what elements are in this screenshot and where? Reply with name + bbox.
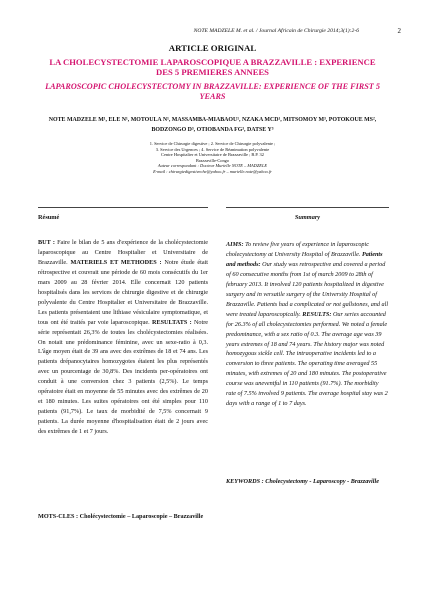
divider-left (38, 207, 208, 208)
summary-methods-label: Patients and methods: (226, 250, 383, 268)
summary-aims-label: AIMS: (226, 241, 244, 248)
summary-results-label: RESULTS: (302, 310, 332, 318)
affiliation-line: Brazzaville-Congo (195, 157, 230, 163)
resume-but-label: BUT : (38, 239, 55, 246)
divider-right (226, 207, 389, 208)
journal-citation: NOTE MADZELE M. et al. / Journal Africain de Chirurgie 2014;3(1):2-6 (193, 28, 359, 34)
resume-heading: Résumé (38, 214, 60, 221)
affiliation-line: 3. Service des Urgences ; 4. Service de Réanimation polyvalente (155, 146, 270, 152)
resume-but-text: Faire le bilan de 5 ans d'expérience de la cholécystectomie laparoscopique au Centre Hospitalier et Universitaire de Brazzaville. (38, 239, 209, 266)
corresponding-author: Auteur correspondant : Docteur Murielle NOTE – MADZELE (157, 163, 268, 169)
author-list: NOTE MADZELE M¹, ELE N¹, MOTOULA N¹, MASSAMBA-MIABAOU¹, NZAKA MCD¹, MITSOMOY M³, POTOKOUE MS², BODZONGO D³, OTIOBANDA FG³, DATSE Y³ (48, 117, 377, 133)
resume-keywords: MOTS-CLES : Cholécystectomie – Laparoscopie – Brazzaville (38, 513, 204, 520)
resume-results-label: RESULTATS : (152, 318, 192, 326)
resume-body (38, 238, 208, 437)
summary-results-text: Our series accounted for 26.3% of all cholecystectomies performed. We noted a female predominance, with a sex ratio of 0.3. The average age was 39 years extremes of 18 and 74 years. The history major was noted homozygous sickle cell. The intraoperative incidents led to a conversion to three patients. The operating time averaged 55 minutes, with extremes of 20 and 180 minutes. The postoperative course was uneventful in 110 patients (91.7%). The morbidity rate of 7.5% involved 9 patients. The average hospital stay was 2 days with a range of 1 to 7 days. (226, 310, 388, 408)
title-french: LA CHOLECYSTECTOMIE LAPAROSCOPIQUE A BRAZZAVILLE : EXPERIENCE DES 5 PREMIERES ANNEES (49, 57, 376, 77)
author-email: E-mail : chirurgiedigestiveche@yahoo.fr – murielle.note@yahoo.fr (153, 168, 272, 174)
resume-results-text: Notre série représentait 26,3% de toutes les cholécystectomies réalisées. On notait une prédominance féminine, avec un sexe-ratio à 0,3. L'âge moyen était de 39 ans avec des extrêmes de 18 et 74 ans. Les patients drépanocytaires homozygotes étaient les plus représentés avec un pourcentage de 30,8%. Des incidents per-opératoires ont conduit à une conversion chez 3 patients (2,5%). Le temps opératoire était en moyenne de 55 minutes avec des extrêmes de 20 et 180 minutes. Les suites opératoires ont été simples pour 110 patients (91,7%). Le taux de morbidité de 7,5% concernait 9 patients. La durée moyenne d'hospitalisation était de 2 jours avec des extrêmes de 1 et 7 jours. (38, 318, 209, 436)
summary-heading: Summary (294, 214, 321, 221)
page-number: 2 (397, 27, 401, 35)
summary-aims-text: To review five years of experience in laparoscopic cholecystectomy at University Hospital of Brazzaville. (226, 241, 369, 258)
resume-methods-label: MATERIELS ET METHODES : (70, 258, 162, 266)
summary-keywords: KEYWORDS : Cholecystectomy - Laparoscopy - Brazzaville (226, 478, 379, 485)
title-english: LAPAROSCOPIC CHOLECYSTECTOMY IN BRAZZAVILLE: EXPERIENCE OF THE FIRST 5 YEARS (45, 82, 380, 101)
section-label: ARTICLE ORIGINAL (168, 43, 257, 53)
affiliation-line: Centre Hospitalier et Universitaire de Brazzaville ; B.P. 32 (161, 152, 264, 158)
summary-body (226, 240, 389, 409)
resume-methods-text: Notre étude était rétrospective et couvrait une période de 60 mois consécutifs du 1er mars 2009 au 28 février 2014. Elle concernait 120 patients hospitalisés dans les services de chirurgie digestive et de chirurgie polyvalente du Centre Hospitalier et Universitaire de Brazzaville. Les patients présentaient une lithiase vésiculaire symptomatique, et tous ont été traités par voie laparoscopique. (38, 258, 209, 326)
running-header (0, 28, 425, 40)
affiliations (60, 141, 365, 175)
affiliation-line: 1. Service de Chirurgie digestive ; 2. Service de Chirurgie polyvalente ; (149, 141, 276, 146)
summary-methods-text: Our study was retrospective and covered a period of 60 consecutive months from 1st of march 2009 to 28th of february 2013. It involved 120 patients hospitalized in digestive surgery and in versatile surgery of the University Hospital of Brazzaville. Patients had a complicated or not gallstones, and all were treated laparoscopically. (226, 260, 389, 318)
